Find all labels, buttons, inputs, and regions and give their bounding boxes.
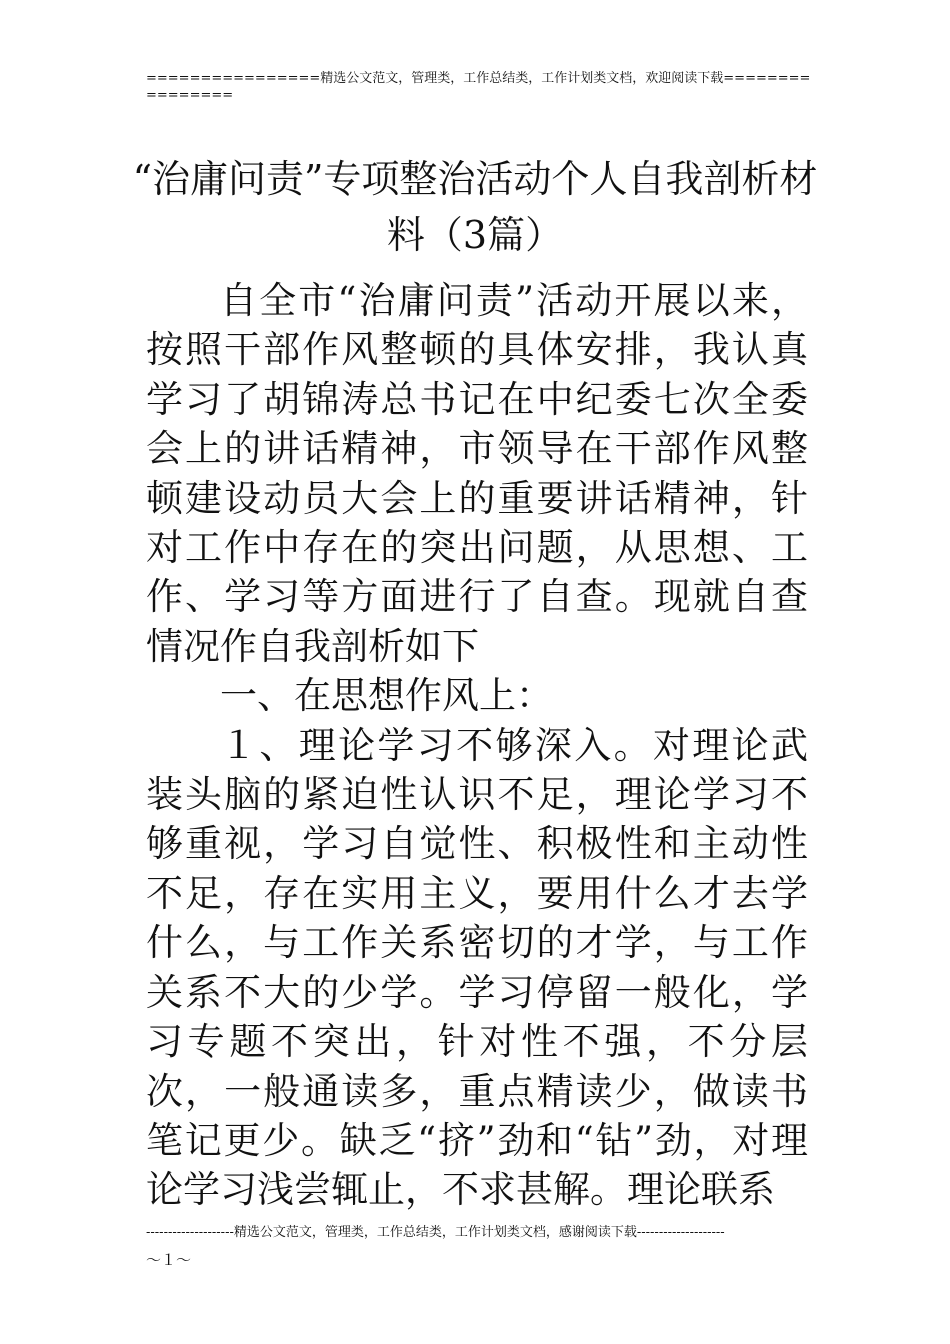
- section-heading: 一、在思想作风上：: [220, 674, 553, 718]
- paragraph-item-1: １、理论学习不够深入。对理论武装头脑的紧迫性认识不足，理论学习不够重视，学习自觉性、积极性和主动性不足，存在实用主义，要用什么才去学什么，与工作关系密切的才学，与工作关系不大的少学。学习停留一般化，学习专题不突出，针对性不强，不分层次，一般通读多，重点精读少，做读书笔记更少。缺乏“挤”劲和“钻”劲，对理论学习浅尝辄止，不求甚解。理论联系: [146, 723, 808, 1212]
- page-title: “治庸问责”专项整治活动个人自我剖析材料（3篇）: [132, 157, 818, 258]
- page-number: ～１～: [146, 1251, 192, 1269]
- document-body: [146, 276, 808, 1215]
- footer-banner: --------------------精选公文范文，管理类，工作总结类，工作计划类文档，感谢阅读下载--------------------: [146, 1225, 725, 1240]
- paragraph-intro: 自全市“治庸问责”活动开展以来，按照干部作风整顿的具体安排，我认真学习了胡锦涛总书记在中纪委七次全委会上的讲话精神，市领导在干部作风整顿建设动员大会上的重要讲话精神，针对工作中存在的突出问题，从思想、工作、学习等方面进行了自查。现就自查情况作自我剖析如下: [146, 279, 808, 668]
- header-banner: ================精选公文范文，管理类，工作总结类，工作计划类文档，欢迎阅读下载================: [146, 71, 811, 103]
